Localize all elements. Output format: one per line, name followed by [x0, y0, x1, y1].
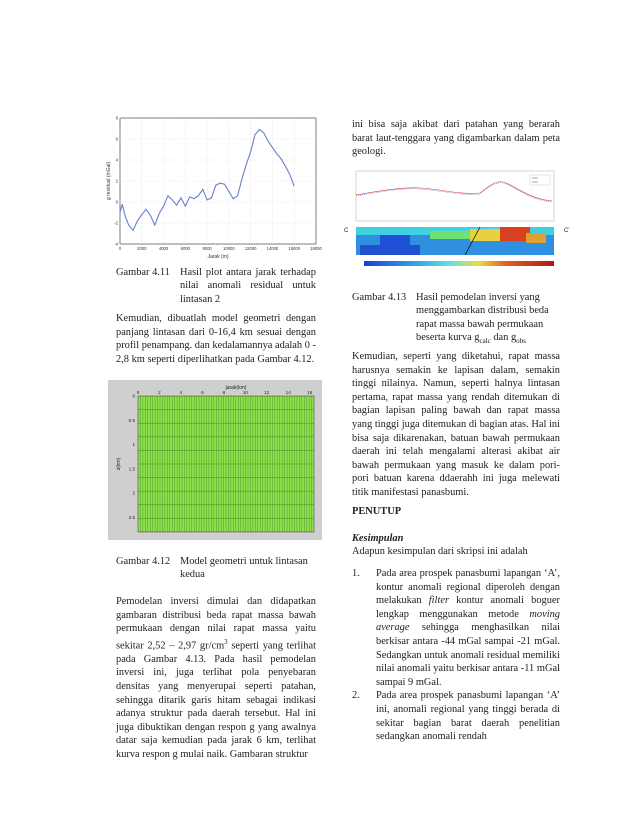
section-marker-c-prime: C'	[564, 228, 570, 234]
intro-paragraph: Kemudian, dibuatlah model geometri dengan panjang lintasan dari 0-16,4 km sesuai dengan profil penampang. dan kedalamannya adalah 0 - 2,8 km seperti diperlihatkan pada Gambar 4.12.	[116, 313, 316, 365]
y-tick-label: 1	[132, 442, 135, 448]
x-tick-label: 4000	[158, 246, 169, 251]
x-tick-label: 4	[179, 390, 183, 395]
section-marker-c: C	[344, 228, 349, 234]
x-tick-label: 14	[285, 390, 291, 395]
figure-label: Gambar 4.11	[116, 267, 170, 278]
x-tick-label: 0	[136, 390, 140, 395]
list-item: 2. Pada area prospek panasbumi lapangan ‘A’ ini, anomali regional yang tinggi berada di sekitar bagian barat daerah penelitian sedangkan anomali rendah	[352, 690, 560, 743]
caption-text: Hasil plot antara jarak terhadap nilai anomali residual untuk lintasan 2	[180, 267, 316, 305]
y-tick-label: -4	[114, 241, 118, 247]
y-tick-label: 6	[115, 136, 118, 142]
figure-4-13-inversion-model	[340, 165, 574, 275]
x-tick-label: 6000	[180, 246, 190, 251]
conclusion-intro: Adapun kesimpulan dari skripsi ini adalah	[352, 546, 528, 557]
curve-legend	[530, 175, 550, 185]
x-tick-label: 14000	[266, 246, 279, 251]
gravity-curve-panel	[356, 171, 554, 221]
figure-4-11-caption	[116, 266, 316, 306]
x-tick-label: 12000	[244, 246, 257, 251]
x-tick-label: 2000	[137, 246, 147, 251]
figure-4-13-caption	[352, 291, 560, 349]
caption-text: Model geometri untuk lintasan kedua	[180, 556, 308, 581]
figure-4-12-geometry-model	[108, 380, 322, 540]
x-tick-label: 10	[242, 390, 248, 395]
fault-paragraph: ini bisa saja akibat dari patahan yang berarah barat laut-tenggara yang digambarkan dalam peta geologi.	[352, 119, 560, 158]
figure-4-12-caption	[116, 555, 316, 582]
y-axis-label: z(km)	[116, 457, 122, 471]
y-axis-label: g residual (mGal)	[106, 161, 112, 201]
x-tick-label: 10000	[223, 246, 235, 251]
x-tick-label: 2	[158, 390, 161, 395]
caption-text: Hasil pemodelan inversi yang menggambarkan distribusi beda rapat massa bawah permukaan beserta kurva $g_{calc}$ dan $g_{obs}$	[416, 292, 549, 346]
x-axis-label: Jarak (m)	[207, 254, 229, 260]
y-tick-label: 2.5	[128, 515, 135, 521]
subsection-heading-kesimpulan: Kesimpulan	[352, 533, 404, 544]
y-tick-label: 1.5	[128, 466, 135, 472]
y-tick-label: 0	[132, 393, 135, 399]
inversion-paragraph: Pemodelan inversi dimulai dan didapatkan gambaran distribusi beda rapat massa bawah permukaan dengan nilai rapat massa yaitu sekitar 2,52 – 2,97 $gr/cm^3$ seperti yang terlihat pada Gambar 4.13. Pada hasil pemodelan inversi ini, juga terlihat pola penyebaran densitas yang menyerupai seperti patahan, sehingga ditarik garis hitam sebagai indikasi adanya struktur pada daerah tersebut. Hal ini juga dibuktikan dengan respon g yang awalnya datar saja kemudian pada jarak 6 km, terlihat kurva respon g mulai naik. Gambaran struktur	[116, 596, 316, 760]
figure-4-11-residual-plot	[106, 112, 320, 260]
x-tick-label: 16	[307, 390, 313, 395]
y-tick-label: 2	[115, 178, 118, 184]
x-tick-label: 12	[264, 390, 270, 395]
x-tick-label: 8000	[202, 246, 212, 251]
figure-label: Gambar 4.13	[352, 292, 407, 303]
x-tick-label: 16000	[288, 246, 301, 251]
x-tick-label: 8	[222, 390, 226, 395]
density-paragraph: Kemudian, seperti yang diketahui, rapat massa harusnya semakin ke lapisan dalam, semakin tinggi nilainya. Namun, seperti halnya lintasan pertama, rapat massa yang rendah ditemukan di bagian lapisan paling bawah dan rapat massa yang tinggi juga ditemukan di bagian atas. Hal ini bisa saja dikarenakan, batuan bawah permukaan daerah ini telah mengalami alterasi akibat air bawah permukaan yang masuk ke dalam pori-pori batuan karena ddaerahh ini juga melewati titik manifestasi panasbumi.	[352, 351, 560, 498]
x-tick-label: 0	[118, 246, 122, 251]
x-tick-label: 6	[201, 390, 204, 395]
density-colorbar	[364, 261, 554, 266]
list-item: 1. Pada area prospek panasbumi lapangan ‘A’, kontur anomali regional diperoleh dengan melakukan filter kontur anomali boguer lengkap menggunakan metode moving average sehingga menghasilkan nilai berkisar antara -44 mGal sampai -21 mGal. Sedangkan untuk anomali residual memiliki nilai anomali yaitu berkisar antara -11 mGal sampai 9 mGal.	[352, 568, 560, 688]
y-tick-label: 2	[132, 490, 135, 496]
y-tick-label: 4	[115, 157, 118, 163]
section-heading-penutup: PENUTUP	[352, 506, 402, 517]
conclusion-list	[352, 567, 560, 744]
y-tick-label: -2	[114, 220, 118, 226]
x-tick-label: 18000	[310, 246, 322, 251]
y-tick-label: 8	[115, 115, 118, 121]
figure-label: Gambar 4.12	[116, 556, 171, 567]
y-tick-label: 0.5	[128, 417, 135, 423]
y-tick-label: 0	[115, 199, 118, 205]
x-axis-label: jarak(km)	[225, 385, 247, 391]
